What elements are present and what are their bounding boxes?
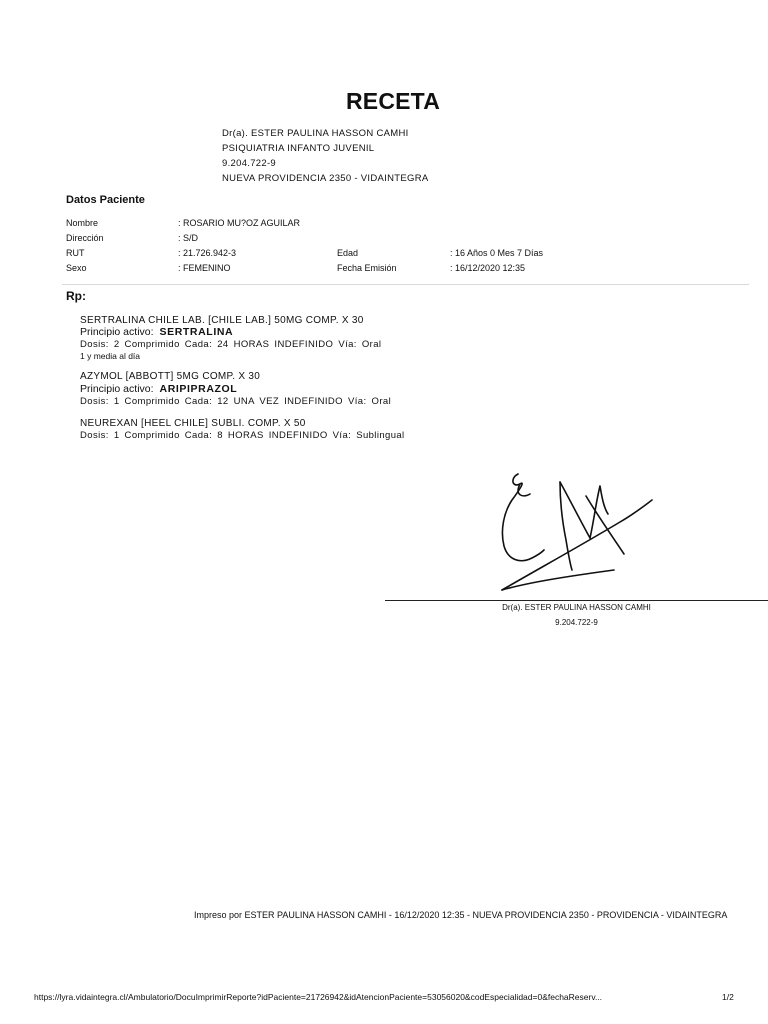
active-ingredient-line xyxy=(80,383,237,395)
medication-name: AZYMOL [ABBOTT] 5MG COMP. X 30 xyxy=(80,371,261,382)
doctor-specialty: PSIQUIATRIA INFANTO JUVENIL xyxy=(222,143,375,154)
nombre-label: Nombre xyxy=(66,218,99,228)
active-ingredient-label: Principio activo: xyxy=(80,383,154,395)
medication-dose: Dosis: 1 Comprimido Cada: 8 HORAS INDEFINIDO Vía: Sublingual xyxy=(80,430,405,441)
medication-name: NEUREXAN [HEEL CHILE] SUBLI. COMP. X 50 xyxy=(80,418,306,429)
edad-value: : 16 Años 0 Mes 7 Días xyxy=(450,248,544,258)
signature-doctor-name: Dr(a). ESTER PAULINA HASSON CAMHI xyxy=(502,603,651,612)
active-ingredient-label: Principio activo: xyxy=(80,326,154,338)
edad-label: Edad xyxy=(337,248,359,258)
active-ingredient-line xyxy=(80,326,233,338)
medication-name: SERTRALINA CHILE LAB. [CHILE LAB.] 50MG COMP. X 30 xyxy=(80,315,364,326)
handwritten-signature xyxy=(490,460,670,600)
fecha-emision-value: : 16/12/2020 12:35 xyxy=(450,263,526,273)
medication-dose: Dosis: 1 Comprimido Cada: 12 UNA VEZ INDEFINIDO Vía: Oral xyxy=(80,396,392,407)
doctor-address: NUEVA PROVIDENCIA 2350 - VIDAINTEGRA xyxy=(222,173,429,184)
section-divider xyxy=(62,284,749,285)
signature-doctor-rut: 9.204.722-9 xyxy=(555,618,598,627)
rut-value: : 21.726.942-3 xyxy=(178,248,237,258)
sexo-label: Sexo xyxy=(66,263,87,273)
print-url: https://lyra.vidaintegra.cl/Ambulatorio/DocuImprimirReporte?idPaciente=21726942&idAtencionPaciente=53056020&codEspecialidad=0&fechaReserv... xyxy=(34,992,603,1002)
printed-by-footer: Impreso por ESTER PAULINA HASSON CAMHI - 16/12/2020 12:35 - NUEVA PROVIDENCIA 2350 - PROVIDENCIA - VIDAINTEGRA xyxy=(194,910,728,920)
signature-line xyxy=(385,600,768,601)
fecha-emision-label: Fecha Emisión xyxy=(337,263,397,273)
doctor-rut: 9.204.722-9 xyxy=(222,158,277,169)
active-ingredient: SERTRALINA xyxy=(159,326,234,338)
medication-note: 1 y media al día xyxy=(80,351,141,361)
page-number: 1/2 xyxy=(722,992,734,1002)
patient-section-heading: Datos Paciente xyxy=(66,194,145,206)
rut-label: RUT xyxy=(66,248,85,258)
rp-label: Rp: xyxy=(66,289,86,303)
medication-dose: Dosis: 2 Comprimido Cada: 24 HORAS INDEFINIDO Vía: Oral xyxy=(80,339,382,350)
direccion-value: : S/D xyxy=(178,233,199,243)
active-ingredient: ARIPIPRAZOL xyxy=(159,383,238,395)
sexo-value: : FEMENINO xyxy=(178,263,231,273)
direccion-label: Dirección xyxy=(66,233,104,243)
document-title: RECETA xyxy=(345,88,441,114)
doctor-name: Dr(a). ESTER PAULINA HASSON CAMHI xyxy=(222,128,409,139)
nombre-value: : ROSARIO MU?OZ AGUILAR xyxy=(178,218,301,228)
